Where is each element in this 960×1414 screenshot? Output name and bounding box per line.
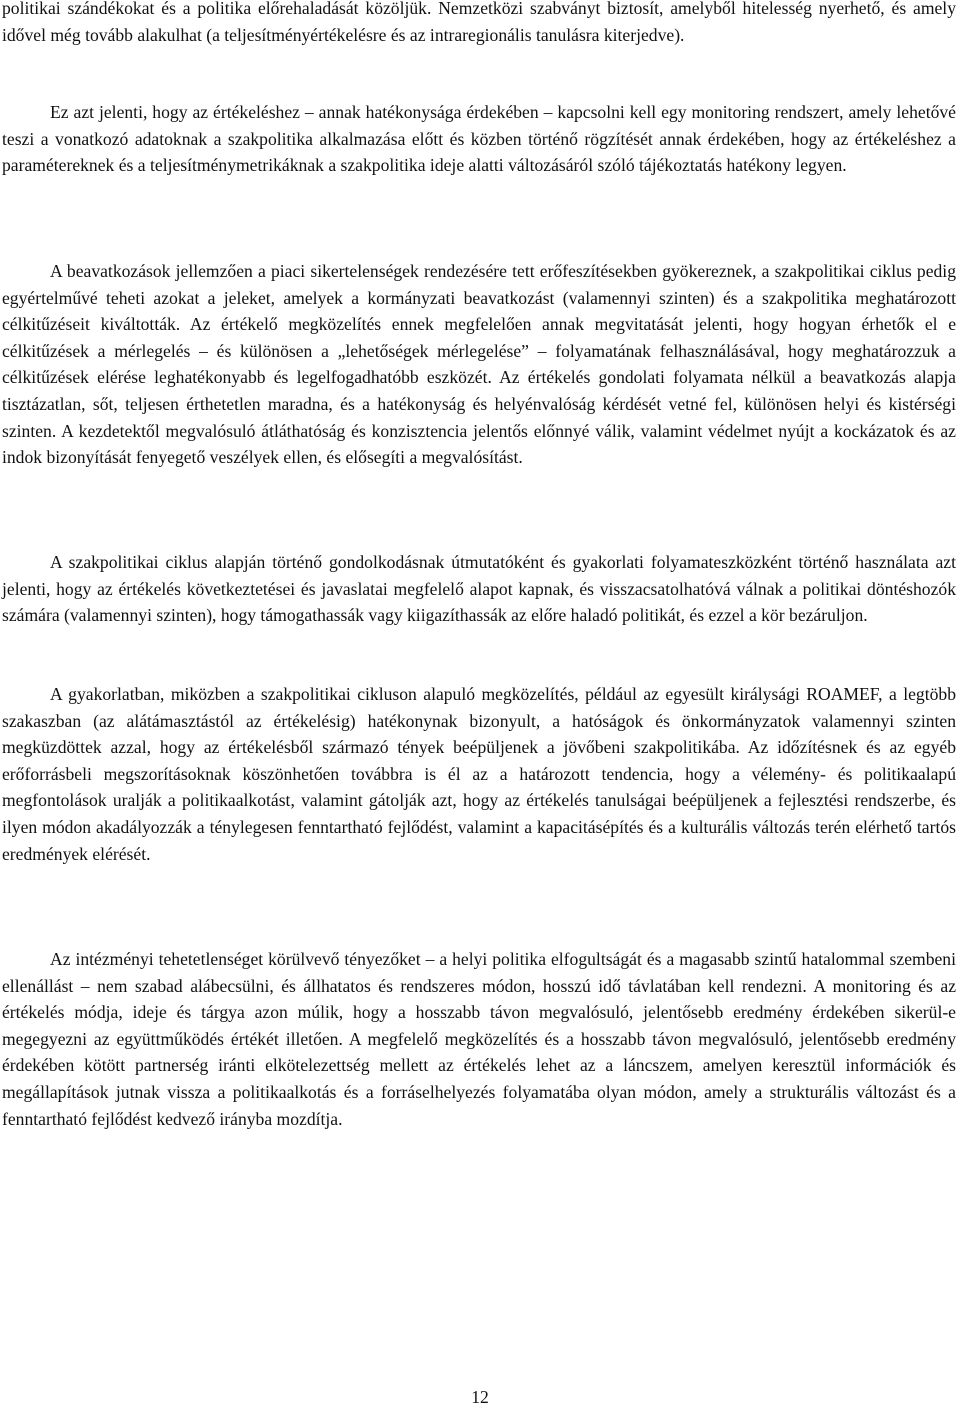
paragraph-interventions: A beavatkozások jellemzően a piaci sikertelenségek rendezésére tett erőfeszítésekben gyökereznek, a szakpolitikai ciklus pedig egyértelművé teheti azokat a jeleket, amelyek a kormányzati beavatkozást (valamennyi szinten) és a szakpolitika meghatározott célkitűzéseit kiváltották. Az értékelő megközelítés ennek megfelelően annak megvitatását jelenti, hogy hogyan érhetők el e célkitűzések a mérlegelés – és különösen a „lehetőségek mérlegelése” – folyamatának felhasználásával, hogy meghatározzuk a célkitűzések elérése leghatékonyabb és legelfogadhatóbb eszközét. Az értékelés gondolati folyamata nélkül a beavatkozás alapja tisztázatlan, sőt, teljesen érthetetlen maradna, és a hatékonyság és helyénvalóság kérdését vetné fel, különösen helyi és kistérségi szinten. A kezdetektől megvalósuló átláthatóság és konzisztencia jelentős előnnyé válik, valamint védelmet nyújt a kockázatok és az indok bizonyítását fenyegető veszélyek ellen, és elősegíti a megvalósítást.	[2, 261, 956, 468]
paragraph-monitoring: Ez azt jelenti, hogy az értékeléshez – annak hatékonysága érdekében – kapcsolni kell egy monitoring rendszert, amely lehetővé teszi a vonatkozó adatoknak a szakpolitika alkalmazása előtt és közben történő rögzítését annak érdekében, hogy az értékeléshez a paramétereknek és a teljesítménymetrikáknak a szakpolitika ideje alatti változásáról szóló tájékoztatás hatékony legyen.	[2, 102, 956, 176]
paragraph-institutional-inertia: Az intézményi tehetetlenséget körülvevő tényezőket – a helyi politika elfogultságát és a magasabb szintű hatalommal szembeni ellenállást – nem szabad alábecsülni, és állhatatos és rendszeres módon, hosszú idő távlatában kell rendezni. A monitoring és az értékelés módja, ideje és tárgya azon múlik, hogy a hosszabb távon megvalósuló, jelentősebb eredmény érdekében sikerül-e megegyezni az együttműködés értékét illetően. A megfelelő megközelítés és a hosszabb távon megvalósuló, jelentősebb eredmény érdekében kötött partnerség iránti elkötelezettség mellett az értékelés lehet az a láncszem, amelyen keresztül információk és megállapítások jutnak vissza a politikaalkotás és a forráselhelyezés folyamatába olyan módon, amely a strukturális változást és a fenntartható fejlődést kedvező irányba mozdítja.	[2, 949, 956, 1129]
paragraph-policy-cycle: A szakpolitikai ciklus alapján történő gondolkodásnak útmutatóként és gyakorlati folyamateszközként történő használata azt jelenti, hogy az értékelés következtetései és javaslatai megfelelő alapot kapnak, és visszacsatolhatóvá válnak a politikai döntéshozók számára (valamennyi szinten), hogy támogathassák vagy kiigazíthassák az előre haladó politikát, és ezzel a kör bezáruljon.	[2, 552, 956, 626]
paragraph-practice: A gyakorlatban, miközben a szakpolitikai cikluson alapuló megközelítés, például az egyesült királysági ROAMEF, a legtöbb szakaszban (az alátámasztástól az értékelésig) hatékonynak bizonyult, a hatóságok és önkormányzatok valamennyi szinten megküzdöttek azzal, hogy az értékelésből származó tények beépüljenek a jövőbeni szakpolitikába. Az időzítésnek és az egyéb erőforrásbeli megszorításoknak köszönhetően továbbra is él az a határozott tendencia, hogy a vélemény- és politikaalapú megfontolások uralják a politikaalkotást, valamint gátolják azt, hogy az értékelés tanulságai beépüljenek a fejlesztési rendszerbe, és ilyen módon akadályozzák a ténylegesen fenntartható fejlődést, valamint a kapacitásépítés és a kulturális változás terén elérhető tartós eredmények elérését.	[2, 684, 956, 864]
page-number: 12	[471, 1387, 489, 1407]
paragraph-continuation: politikai szándékokat és a politika előrehaladását közöljük. Nemzetközi szabványt biztosít, amelyből hitelesség nyerhető, és amely idővel még tovább alakulhat (a teljesítményértékelésre és az intraregionális tanulásra kiterjedve).	[2, 0, 956, 45]
